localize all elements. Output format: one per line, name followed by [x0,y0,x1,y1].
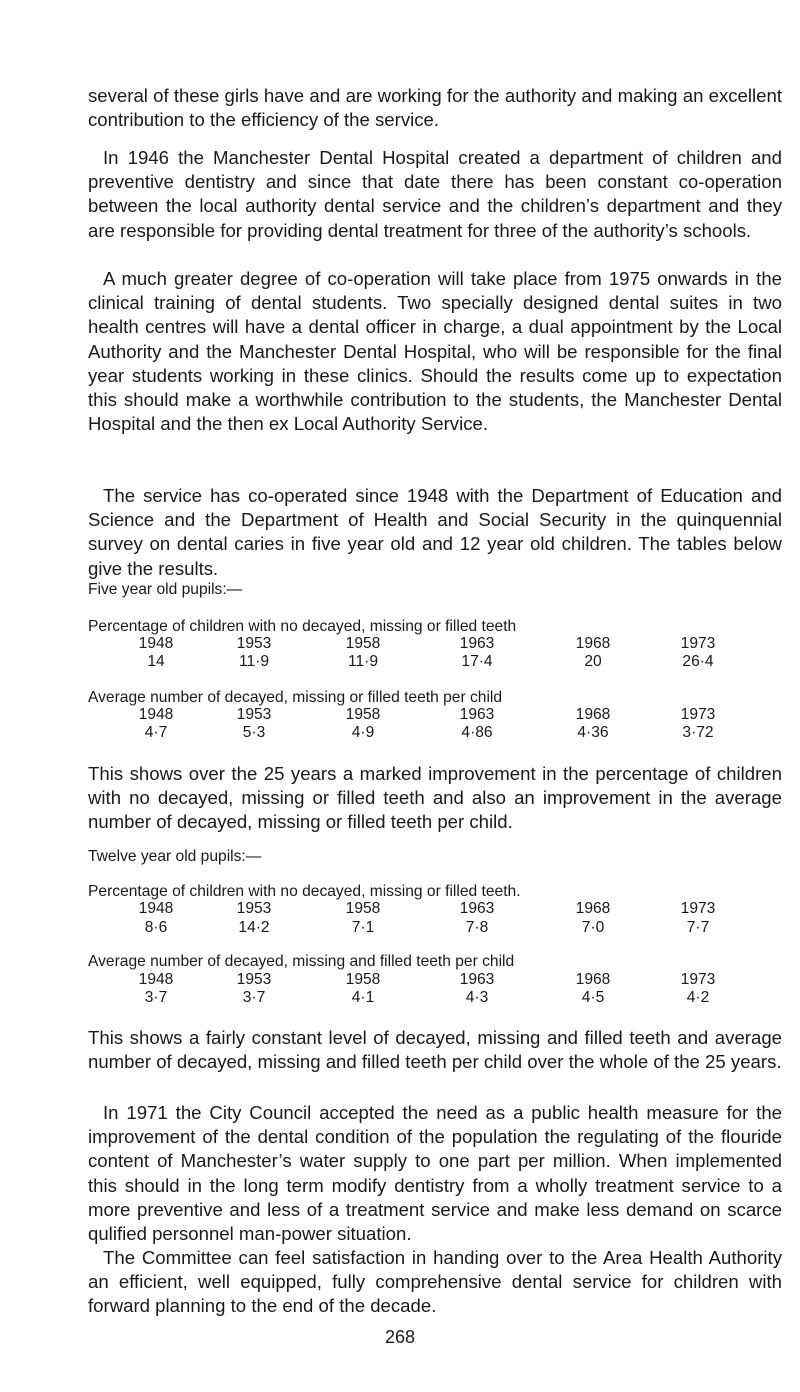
twelve-year-pct-years [0,900,800,918]
twelve-year-pct-caption: Percentage of children with no decayed, missing or filled teeth. [88,883,521,900]
five-year-avg-caption: Average number of decayed, missing or filled teeth per child [88,689,503,706]
value-cell: 26·4 [682,653,714,670]
value-cell: 11·9 [238,653,270,670]
year-cell: 1958 [345,900,381,917]
value-cell: 7·0 [581,919,605,936]
five-year-pct-caption: Percentage of children with no decayed, missing or filled teeth [88,618,517,635]
year-cell: 1968 [575,971,611,988]
twelve-year-avg-values [0,989,800,1007]
paragraph-closing: The Committee can feel satisfaction in handing over to the Area Health Authority an efficient, well equipped, fully comprehensive dental service for children with forward planning to the end of the decade. [88,1247,782,1317]
year-cell: 1948 [138,900,174,917]
five-year-heading: Five year old pupils:— [88,581,243,598]
twelve-year-avg-years [0,971,800,989]
value-cell: 4·86 [461,724,493,741]
year-cell: 1953 [236,635,272,652]
year-cell: 1958 [345,971,381,988]
paragraph-five-year-summary: This shows over the 25 years a marked improvement in the percentage of children with no decayed, missing or filled teeth and also an improvement in the average number of decayed, missing or filled teeth per child. [88,763,782,833]
year-cell: 1963 [459,706,495,723]
paragraph-intro: several of these girls have and are working for the authority and making an excellent contribution to the efficiency of the service. [88,85,782,131]
paragraph-dental-hospital: In 1946 the Manchester Dental Hospital created a department of children and preventive dentistry and since that date there has been constant co-operation between the local authority dental service and the children’s department and they are responsible for providing dental treatment for three of the authority’s schools. [88,147,782,241]
five-year-avg-years [0,706,800,724]
year-cell: 1973 [680,900,716,917]
value-cell: 11·9 [347,653,379,670]
five-year-avg-values [0,724,800,742]
value-cell: 3·7 [144,989,168,1006]
year-cell: 1968 [575,706,611,723]
year-cell: 1948 [138,971,174,988]
year-cell: 1968 [575,635,611,652]
year-cell: 1968 [575,900,611,917]
year-cell: 1973 [680,706,716,723]
paragraph-fluoridation: In 1971 the City Council accepted the need as a public health measure for the improvement of the dental condition of the population the regulating of the flouride content of Manchester’s water supply to one part per million. When implemented this should in the long term modify dentistry from a wholly treatment service to a more preventive and less of a treatment service and make less demand on scarce qulified personnel man-power situation. [88,1102,782,1245]
year-cell: 1953 [236,706,272,723]
five-year-pct-years [0,635,800,653]
value-cell: 3·7 [242,989,266,1006]
page-number: 268 [384,1327,416,1347]
value-cell: 4·36 [577,724,609,741]
value-cell: 3·72 [682,724,714,741]
value-cell: 17·4 [461,653,493,670]
value-cell: 4·7 [144,724,168,741]
year-cell: 1963 [459,900,495,917]
year-cell: 1953 [236,900,272,917]
value-cell: 5·3 [242,724,266,741]
five-year-pct-values [0,653,800,671]
year-cell: 1973 [680,635,716,652]
value-cell: 7·7 [686,919,710,936]
value-cell: 7·1 [351,919,375,936]
year-cell: 1973 [680,971,716,988]
value-cell: 7·8 [465,919,489,936]
year-cell: 1948 [138,706,174,723]
paragraph-twelve-year-summary: This shows a fairly constant level of decayed, missing and filled teeth and average number of decayed, missing and filled teeth per child over the whole of the 25 years. [88,1027,782,1073]
paragraph-survey: The service has co-operated since 1948 with the Department of Education and Science and the Department of Health and Social Security in the quinquennial survey on dental caries in five year old and 12 year old children. The tables below give the results. [88,485,782,579]
value-cell: 4·2 [686,989,710,1006]
year-cell: 1948 [138,635,174,652]
year-cell: 1958 [345,635,381,652]
twelve-year-avg-caption: Average number of decayed, missing and filled teeth per child [88,953,515,970]
value-cell: 8·6 [144,919,168,936]
value-cell: 20 [584,653,602,670]
value-cell: 14·2 [238,919,270,936]
value-cell: 14 [147,653,165,670]
year-cell: 1953 [236,971,272,988]
value-cell: 4·5 [581,989,605,1006]
year-cell: 1963 [459,971,495,988]
twelve-year-pct-values [0,919,800,937]
value-cell: 4·1 [351,989,375,1006]
value-cell: 4·3 [465,989,489,1006]
twelve-year-heading: Twelve year old pupils:— [88,848,262,865]
value-cell: 4·9 [351,724,375,741]
year-cell: 1963 [459,635,495,652]
year-cell: 1958 [345,706,381,723]
paragraph-co-operation: A much greater degree of co-operation will take place from 1975 onwards in the clinical training of dental students. Two specially designed dental suites in two health centres will have a dental officer in charge, a dual appointment by the Local Authority and the Manchester Dental Hospital, who will be responsible for the final year students working in these clinics. Should the results come up to expectation this should make a worthwhile contribution to the students, the Manchester Dental Hospital and the then ex Local Authority Service. [88,268,782,435]
